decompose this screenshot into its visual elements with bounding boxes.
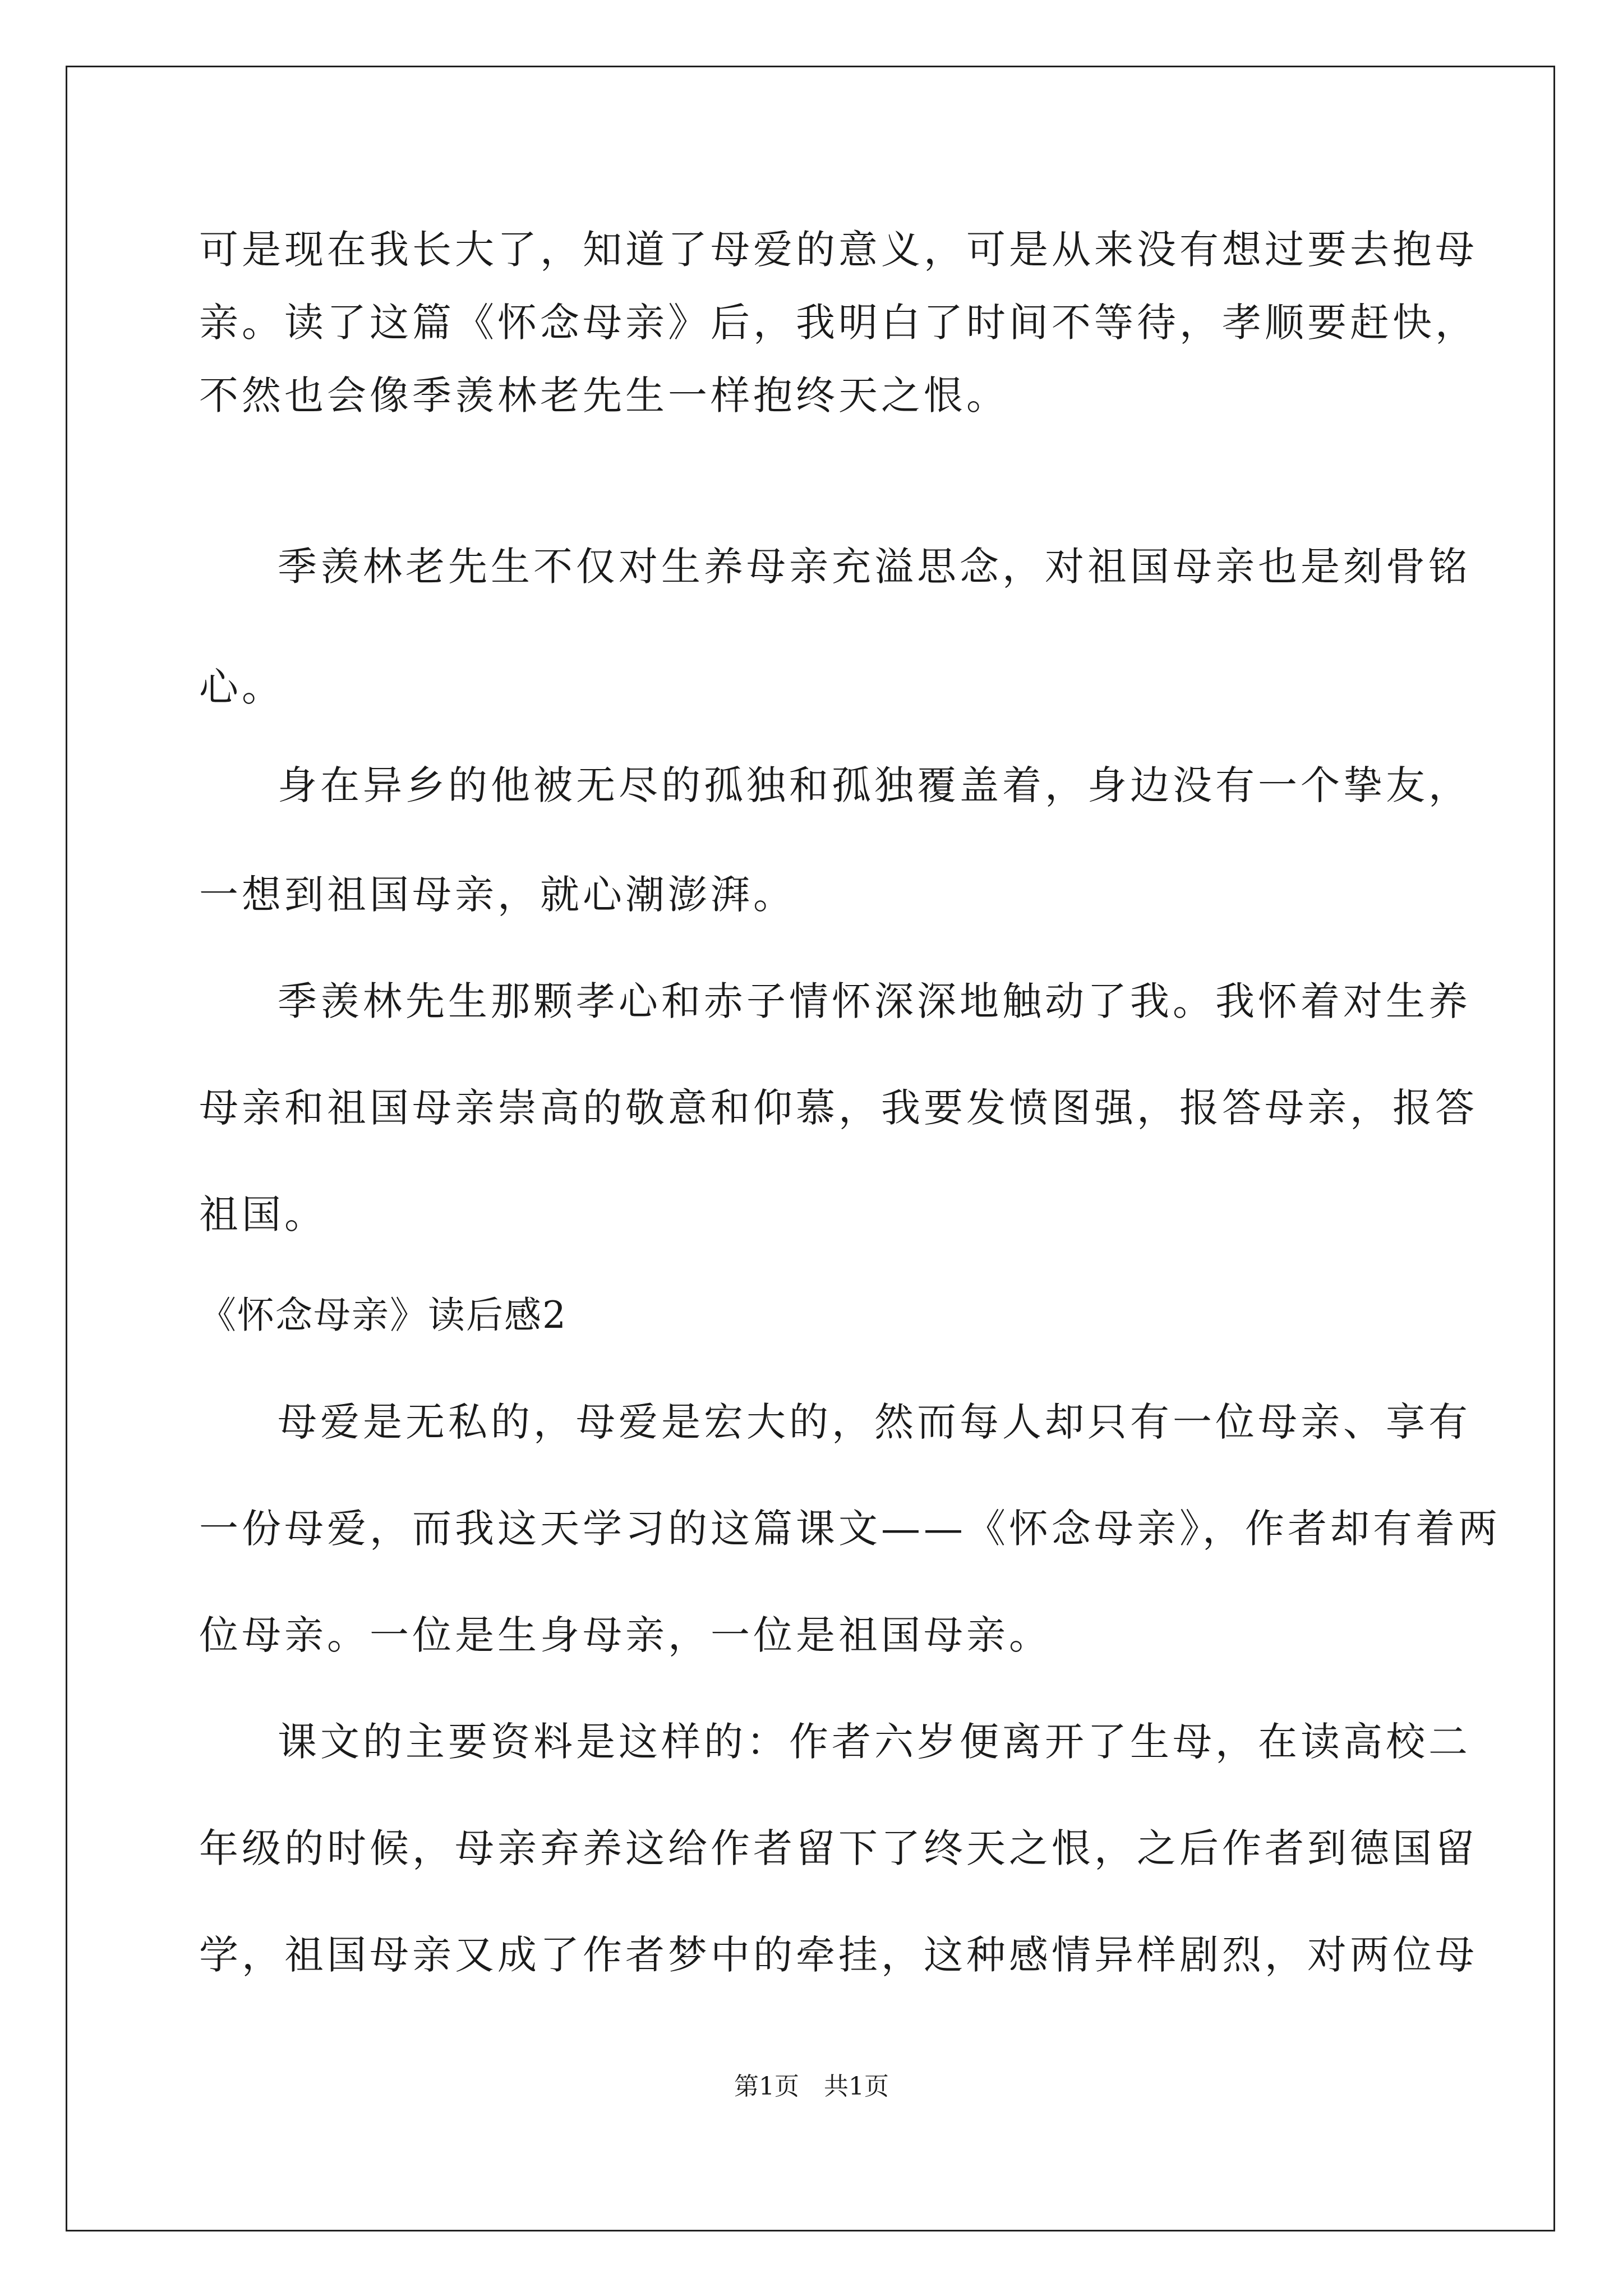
text-line: 亲。读了这篇《怀念母亲》后，我明白了时间不等待，孝顺要赶快， [199, 300, 1478, 346]
text-line: 不然也会像季羡林老先生一样抱终天之恨。 [199, 372, 1009, 418]
paragraph-start: 身在异乡的他被无尽的孤独和孤独覆盖着，身边没有一个挚友， [278, 762, 1471, 808]
text-line: 一份母爱，而我这天学习的这篇课文——《怀念母亲》，作者却有着两 [199, 1506, 1501, 1552]
paragraph-start: 母爱是无私的，母爱是宏大的，然而每人却只有一位母亲、享有 [278, 1399, 1471, 1445]
text-line: 年级的时候，母亲弃养这给作者留下了终天之恨，之后作者到德国留 [199, 1825, 1478, 1871]
paragraph-start: 季羡林老先生不仅对生养母亲充溢思念，对祖国母亲也是刻骨铭 [278, 544, 1471, 590]
text-line: 祖国。 [199, 1191, 327, 1237]
section-heading: 《怀念母亲》读后感2 [199, 1294, 567, 1337]
paragraph-start: 课文的主要资料是这样的：作者六岁便离开了生母，在读高校二 [278, 1719, 1471, 1765]
text-line: 母亲和祖国母亲崇高的敬意和仰慕，我要发愤图强，报答母亲，报答 [199, 1085, 1478, 1131]
text-line: 一想到祖国母亲，就心潮澎湃。 [199, 872, 796, 918]
paragraph-start: 季羡林先生那颗孝心和赤子情怀深深地触动了我。我怀着对生养 [278, 978, 1471, 1024]
text-line: 位母亲。一位是生身母亲，一位是祖国母亲。 [199, 1612, 1052, 1658]
text-line: 心。 [199, 664, 284, 710]
page-footer: 第1页 共1页 [734, 2072, 889, 2101]
text-line: 学，祖国母亲又成了作者梦中的牵挂，这种感情异样剧烈，对两位母 [199, 1932, 1478, 1978]
text-line: 可是现在我长大了，知道了母爱的意义，可是从来没有想过要去抱母 [199, 227, 1478, 273]
